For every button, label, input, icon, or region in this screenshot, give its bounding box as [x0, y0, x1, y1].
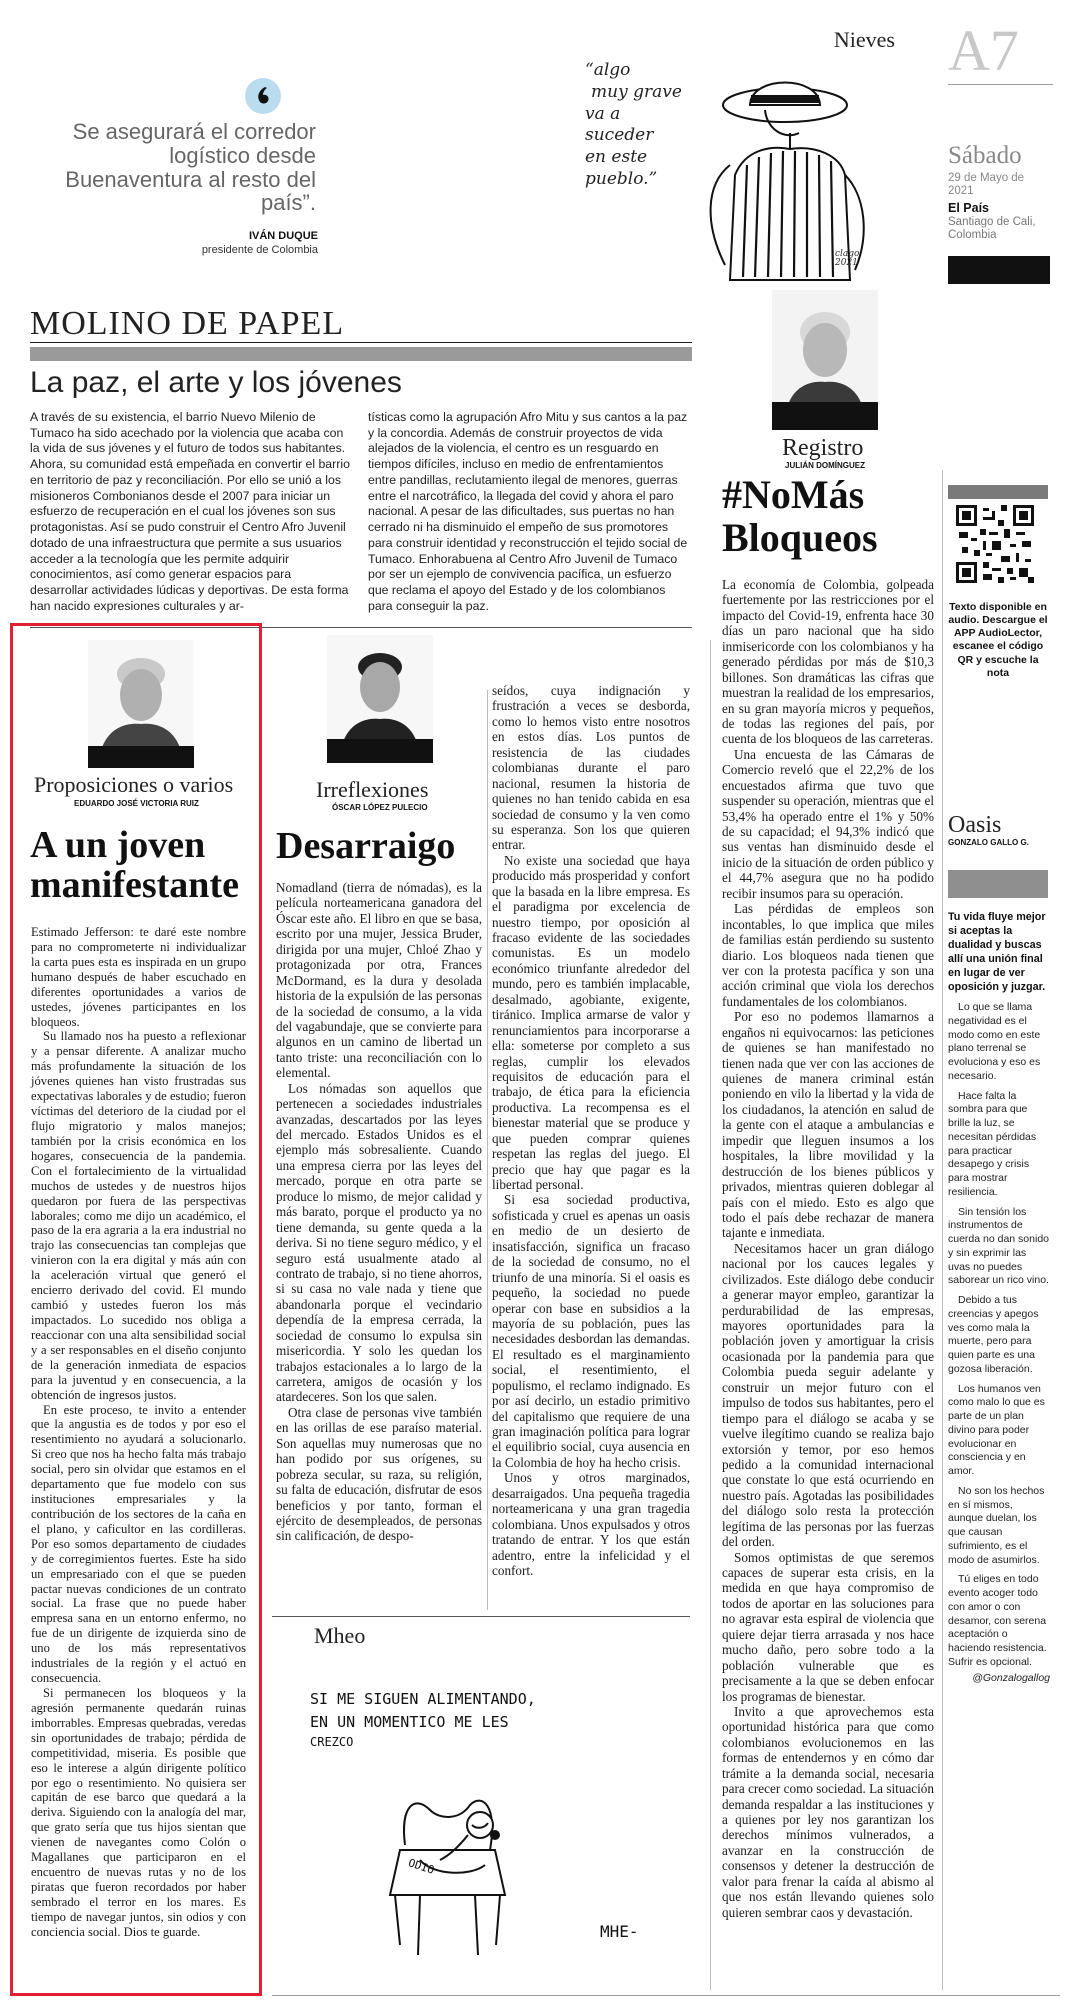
- irreflexiones-paragraph: Otra clase de personas vive también en las orillas de ese paraíso material. Son aquellas muy numerosas que no han podido por sus orígenes, su pobreza secular, su raza, su religión, su falta de educación, disfrutar de esos beneficios y por tanto, forman el ejército de desempleados, de personas sin calificación, de despo-: [276, 1404, 482, 1544]
- oasis-gray-bar: [948, 870, 1048, 898]
- molino-headline: La paz, el arte y los jóvenes: [30, 366, 402, 399]
- irreflexiones-paragraph: seídos, cuya indignación y frustración a veces se desborda, como lo hemos visto entre nosotros en estos días. Los puntos de resistencia de las ciudades colombianas durante el paro nacional, resumen la historia de quienes no han tenido cabida en esa sociedad de consumo y la ven como su esperanza. Son los que quieren entrar.: [492, 683, 690, 853]
- irreflexiones-paragraph: Los nómadas son aquellos que pertenecen a sociedades industriales avanzadas, descartados por las leyes del mercado. Estados Unidos es el ejemplo más sobresaliente. Cuando una empresa cierra por las leyes del mercado, porque en otra parte se produce lo mismo, de mejor calidad y más barato, porque el producto ya no tiene demanda, su gente queda a la deriva. Si no tiene seguro médico, y el seguro está usualmente atado al contrato de trabajo, si no tiene ahorros, si su casa no vale nada y tiene que abandonarla porque el vecindario dependía de la empresa cerrada, la sociedad de consumo lo expulsa sin misericordia. Y solo les quedan los trabajos estacionales a lo largo de la carretera, amigos de ocasión y los atardeceres. Son los que salen.: [276, 1080, 482, 1405]
- quote-icon: [245, 78, 281, 114]
- masthead-paper: El País: [948, 201, 989, 215]
- audio-note-rest: , escanee el código QR y escuche la nota: [952, 627, 1044, 679]
- nieves-line: pueblo.”: [585, 168, 658, 189]
- mheo-label: Mheo: [314, 1623, 366, 1648]
- irreflexiones-headline: Desarraigo: [276, 825, 456, 867]
- irreflexiones-paragraph: Unos y otros marginados, desarraigados. Una pequeña tragedia norteamericana y una gran tragedia colombiana. Unos expulsados y otros tratando de entrar. Y los que están adentro, entre la infelicidad y el confort.: [492, 1470, 690, 1578]
- proposiciones-body: [31, 925, 246, 1940]
- oasis-paragraph: No son los hechos en sí mismos, aunque duelan, los que causan sufrimiento, es el modo de asumirlos.: [948, 1484, 1045, 1566]
- quote-block: [28, 78, 318, 268]
- mheo-speech: [310, 1688, 630, 1751]
- registro-headline: #NoMás Bloqueos: [722, 472, 878, 560]
- page-bottom-rule: [272, 1995, 1060, 1996]
- quote-author: IVÁN DUQUE: [248, 230, 318, 242]
- quote-text: Se asegurará el corredor logístico desde Buenaventura al resto del país”.: [65, 119, 316, 216]
- molino-section-title: MOLINO DE PAPEL: [30, 305, 345, 342]
- irreflexiones-paragraph: Nomadland (tierra de nómadas), es la película norteamericana ganadora del Óscar este año. El libro en que se basa, escrito por una mujer, Jessica Bruder, dirigida por una mujer, Chloé Zhao y protagonizada por otra, Frances McDormand, es la dura y desolada historia de la expulsión de las personas de la sociedad de consumo, a la vida del vagabundaje, que se convierte para algunos en un camino de libertad un tanto triste: una reconciliación con lo elemental.: [276, 880, 482, 1081]
- irreflexiones-paragraph: No existe una sociedad que haya producido más prosperidad y confort que la basada en la libre empresa. Es el paradigma por excelencia de nuestro tiempo, por oposición al fracaso evidente de las sociedades comunistas. Es un modelo económico triunfante alrededor del mundo, pero es también implacable, desalmado, agobiante, exigente, tiránico. Implica armarse de valor y renunciamientos para incorporarse a ella: someterse por completo a sus reglas, cumplir los elevados requisitos de educación para el trabajo, de ética para la eficiencia productiva. La recompensa es el bienestar material que se produce y que pueden comprar quienes respetan las reglas del juego. El precio que hay que pagar es la libertad personal.: [492, 852, 690, 1192]
- oasis-handle: @Gonzalogallog: [972, 1671, 1050, 1684]
- audio-note: [946, 601, 1050, 680]
- page-number: A7: [948, 18, 1019, 83]
- mheo-rule: [272, 1616, 690, 1617]
- oasis-body: [948, 1001, 1050, 1685]
- registro-section: Registro: [782, 435, 864, 461]
- molino-rule: [30, 342, 692, 343]
- masthead-place: Santiago de Cali, Colombia: [948, 216, 1036, 242]
- registro-paragraph: Por eso no podemos llamarnos a engaños ni equivocarnos: las peticiones de quienes se han manifestado no tienen nada que ver con las acciones de quienes de manera criminal están poniendo en vilo la libertad y la vida de los ciudadanos, la atención en salud de la gente con el ataque a ambulancias e impedir que lleguen insumos a los hospitales, la libre movilidad y la destrucción de los bienes públicos y privados, mientras quieren doblegar al país con el miedo. Esto es algo que todo el país debe rechazar de manera tajante e inmediata.: [722, 1009, 934, 1241]
- registro-paragraph: Invito a que aprovechemos esta oportunidad histórica para que como colombianos evolucionemos en las formas de entendernos y en cómo dar trámite a la demanda social, necesaria para crecer como sociedad. La situación demanda respaldar a las instituciones y a quienes por ley nos garantizan los derechos mínimos vulnerados, a avanzar en la construcción de consensos y detener la destrucción de valor para frenar la caída al abismo al que nos están llevando quienes solo quieren sembrar caos y devastación.: [722, 1703, 934, 1920]
- molino-gray-bar: [30, 347, 692, 361]
- proposiciones-paragraph: Si permanecen los bloqueos y la agresión permanente quedarán ruinas imborrables. Empresas quebradas, veredas sin oportunidades de trabajo; pérdida de competitividad, miseria. Es posible que eso le interese a algún dirigente político por ego o resentimiento. No quisiera ser capitán de ese barco que quedará a la deriva. Siguiendo con la analogía del mar, que grato sería que tus hijos sientan que vienen de navegantes como Colón o Magallanes que participaron en el encuentro de nuevas rutas y no de los piratas que fueron recordados por haber sembrado el terror en los mares. Es tiempo de navegar juntos, sin odios y con conciencia social. Dios te guarde.: [31, 1686, 246, 1939]
- nieves-woman-drawing: [695, 45, 895, 285]
- registro-paragraph: Las pérdidas de empleos son incontables, lo que implica que miles de familias están perdiendo su sustento diario. Los bloqueos nada tienen que ver con la protesta pacífica y son una acción criminal que viola los derechos fundamentales de los colombianos.: [722, 901, 934, 1009]
- audio-note-text: Texto disponible en audio. Descargue el: [948, 601, 1048, 627]
- audio-gray-bar: [948, 485, 1048, 499]
- proposiciones-paragraph: Su llamado nos ha puesto a reflexionar y a pensar diferente. A analizar mucho más profundamente la situación de los jóvenes quienes han visto frustradas sus expectativas laborales y de estudio; fueron víctimas del deterioro de la ciudad por el flujo migratorio y malos manejos; también por la crisis económica en los hogares, consecuencia de la pandemia. Con el fortalecimiento de la virtualidad muchos de ustedes y de nuestros hijos quedaron por fuera de las perspectivas laborales; como me dijo un académico, el paso de la era agraria a la era industrial no trajo las consecuencias tan complejas que vinieron con la era digital y más aún con la aceleración virtual que generó el encierro derivado del covid. El mundo cambió y ustedes fueron los más impactados. Lo sucedido nos obliga a reaccionar con una alta sensibilidad social y a ser responsables en el diseño conjunto de la generación inmediata de espacios para la juventud y en consecuencia, a la obtención de ingresos justos.: [31, 1029, 246, 1402]
- registro-paragraph: Una encuesta de las Cámaras de Comercio reveló que el 22,2% de los encuestados afirma que tuvo que suspender su operación, mientras que el 53,4% ha operado entre el 1% y 50% de su capacidad; el 94,3% indicó que sus ventas han disminuido desde el inicio de la situación de orden público y el 44,7% asegura que no ha podido recibir insumos para su operación.: [722, 746, 934, 901]
- mheo-line: EN UN MOMENTICO ME LES: [310, 1712, 509, 1731]
- oasis-paragraph: Hace falta la sombra para que brille la luz, se necesitan pérdidas para practicar desapego y crisis para mostrar resiliencia.: [948, 1089, 1037, 1198]
- irreflexiones-paragraph: Si esa sociedad productiva, sofisticada y cruel es apenas un oasis en medio de un desierto de insatisfacción, significa un fracaso de la sociedad de consumo, no el triunfo de una minoría. Si el oasis es pequeño, la sociedad no puede operar con base en subsidios a la mayoría de su población, pues las necesidades desbordan las demandas. El resultado es el marginamiento social, el resentimiento, el populismo, el reclamo indignado. Es por así decirlo, un estadio primitivo del capitalismo que requiere de una gran imaginación política para lograr el equilibrio social, cuya ausencia en la Colombia de hoy ha hecho crisis.: [492, 1192, 690, 1470]
- oasis-paragraph: Lo que se llama negatividad es el modo como en este plano terrenal se evoluciona y eso es necesario.: [948, 1001, 1041, 1082]
- nieves-line: va a: [585, 103, 621, 124]
- registro-paragraph: La economía de Colombia, golpeada fuertemente por las restricciones por el impacto del Covid-19, enfrenta hace 30 días un paro nacional que ha sido inmisericorde con los colombianos y ha generado pérdidas por más de $10,3 billones. Son dramáticas las cifras que muestran la realidad de los empresarios, en su gran mayoría micros y pequeños, de todas las regiones del país, por cuenta de los bloqueos de las carreteras.: [722, 577, 934, 747]
- column-divider: [487, 690, 488, 1610]
- registro-paragraph: Somos optimistas de que seremos capaces de superar esta crisis, en la medida en que haya compromiso de todos de aportar en las soluciones para no agravar esta espiral de violencia que quiere dejar tierra arrasada y nos hace mucho daño, pero sobre todo a la población vulnerable que es precisamente a la que se deben enfocar los programas de bienestar.: [722, 1549, 934, 1704]
- irreflexiones-author: ÓSCAR LÓPEZ PULECIO: [332, 803, 428, 812]
- irreflexiones-continuation: [492, 683, 690, 1578]
- irreflexiones-section: Irreflexiones: [316, 777, 429, 802]
- nieves-cartoon: [575, 25, 895, 285]
- oasis-paragraph: Debido a tus creencias y apegos ves como mala la muerte, pero para quien parte es una gozosa liberación.: [948, 1294, 1039, 1375]
- registro-body: [722, 577, 934, 1920]
- masthead-date: 29 de Mayo de 2021: [948, 172, 1025, 198]
- nieves-line: muy grave: [591, 81, 682, 102]
- registro-author-photo: [772, 290, 878, 430]
- mheo-cartoon: [300, 1660, 680, 1980]
- irreflexiones-body: [276, 880, 482, 1544]
- nieves-signature: clago 2021: [835, 249, 860, 268]
- irreflexiones-author-photo: [327, 635, 433, 763]
- qr-code: [956, 505, 1034, 583]
- mheo-line: CREZCO: [310, 1735, 354, 1749]
- mheo-chair-text: ODIO: [406, 1856, 436, 1877]
- oasis-section: Oasis: [948, 812, 1002, 838]
- nieves-line: en este: [585, 147, 648, 167]
- quote-role: presidente de Colombia: [201, 244, 318, 256]
- oasis-lead: Tu vida fluye mejor si aceptas la dualidad y buscas allí una unión final en lugar de ver oposición y juzgar.: [948, 911, 1046, 994]
- oasis-paragraph: Sin tensión los instrumentos de cuerda no dan sonido y sin exprimir las uvas no puedes saborear un rico vino.: [948, 1205, 1049, 1287]
- mheo-chair-drawing: [360, 1765, 560, 1975]
- molino-col-2: tísticas como la agrupación Afro Mitu y sus cantos a la paz y la concordia. Además de construir proyectos de vida alejados de la violencia, el centro es un resguardo en tiempos difíciles, incluso en medio de enfrentamientos entre pandillas, reclutamiento ilegal de menores, guerras entre el narcotráfico, la llegada del covid y ahora el paro nacional. A pesar de las dificultades, sus puertas no han cerrado ni ha disminuido el empeño de sus promotores para construir identidad y reconstrucción el tejido social de Tumaco. Enhorabuena al Centro Afro Juvenil de Tumaco por ser un ejemplo de convivencia pacífica, un esfuerzo que reclama el apoyo del Estado y de los colombianos para conseguir la paz.: [368, 410, 688, 613]
- nieves-line: suceder: [585, 125, 654, 146]
- registro-paragraph: Necesitamos hacer un gran diálogo nacional por los cauces legales y civilizados. Este diálogo debe conducir a generar mayor empleo, garantizar la perdurabilidad de las empresas, mayores oportunidades para la población joven y amortiguar la crisis ocasionada por la pandemia para que Colombia pueda seguir adelante y construir un mejor futuro con el impulso de todos sus habitantes, pero el tiempo para el diálogo se acaba y se vuelve ilegítimo cuando se realiza bajo extorsión y temor, por eso hemos pedido a la comunidad internacional que constate lo que está ocurriendo en nuestro país. Agotadas las posibilidades del diálogo solo resta la protección legítima de las personas por las fuerzas del orden.: [722, 1240, 934, 1550]
- nieves-label: Nieves: [833, 27, 895, 52]
- masthead-black-bar: [948, 256, 1050, 284]
- audio-app-name: APP AudioLector: [953, 627, 1040, 640]
- masthead-day: Sábado: [948, 142, 1022, 169]
- proposiciones-paragraph: Estimado Jefferson: te daré este nombre para no comprometerte ni individualizar la carta pues esta es inspirada en un grupo humano después de haber escuchado en diferentes oportunidades a varios de ustedes, jóvenes participantes en los bloqueos.: [31, 925, 246, 1029]
- proposiciones-author: EDUARDO JOSÉ VICTORIA RUIZ: [74, 799, 199, 808]
- mheo-signature: MHE-: [600, 1922, 639, 1941]
- oasis-paragraph: Tú eliges en todo evento acoger todo con amor o con desamor, con serena aceptación o haciendo resistencia. Sufrir es opcional.: [948, 1573, 1047, 1668]
- mheo-line: SI ME SIGUEN ALIMENTANDO,: [310, 1690, 536, 1708]
- proposiciones-headline: A un joven manifestante: [30, 824, 239, 906]
- nieves-line: “algo: [585, 60, 631, 80]
- oasis-author: GONZALO GALLO G.: [948, 838, 1029, 847]
- registro-author: JULIÁN DOMÍNGUEZ: [785, 461, 865, 470]
- proposiciones-author-photo: [88, 640, 194, 768]
- column-divider: [710, 640, 711, 1990]
- column-divider: [942, 470, 943, 1990]
- oasis-paragraph: Los humanos ven como malo lo que es parte de un plan divino para poder evolucionar en consciencia y en amor.: [948, 1382, 1045, 1477]
- molino-col-1: A través de su existencia, el barrio Nuevo Milenio de Tumaco ha sido acechado por la violencia que acaba con la vida de sus jóvenes y el futuro de todos sus habitantes. Ahora, su comunidad está empeñada en convertir el barrio en territorio de paz y reconciliación. Por ello se unió a los misioneros Combonianos desde el 2007 para iniciar un esfuerzo de recuperación en el cual los jóvenes son sus protagonistas. Así se pudo construir el Centro Afro Juvenil dotado de una infraestructura que permite a sus usuarios acceder a la tecnología que les permite adquirir conocimientos, así como generar espacios para desarrollar actividades lúdicas y deportivas. De esta forma han nacido expresiones culturales y ar-: [30, 410, 350, 613]
- proposiciones-paragraph: En este proceso, te invito a entender que la angustia es de todos y por eso el resentimiento no ayudará a solucionarlo. Si creo que nos ha hecho falta más trabajo social, pero sin olvidar que estamos en el departamento que fue modelo con sus instituciones empresariales y la contribución de los sectores de la caña en el plano, y caficultor en las cordilleras. Por eso somos departamento de ciudades y de corregimientos fuertes. Este ha sido un empresariado con el que se pueden pactar nuevas condiciones de un contrato social. La frase que no puede haber empresa sana en un entorno enfermo, no fue de un dirigente de izquierda sino de uno de los más representativos industriales de la región y el actuó en consecuencia.: [31, 1402, 246, 1686]
- proposiciones-section: Proposiciones o varios: [34, 772, 234, 797]
- masthead: [948, 18, 1060, 287]
